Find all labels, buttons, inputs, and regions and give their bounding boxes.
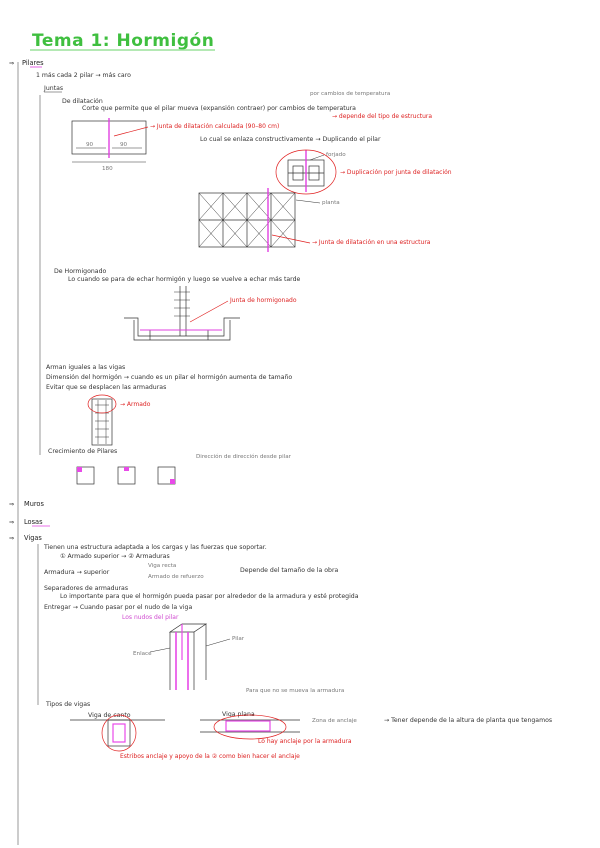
junta-planta-label: → Junta de dilatación en una estructura — [312, 239, 431, 246]
junta-hormigonado-label: Junta de hormigonado — [230, 297, 297, 304]
bottom-left-note: Estribos anclaje y apoyo de la ② como bien hacer el anclaje — [120, 753, 300, 760]
vigas-line6: Entregar → Cuando pasar por el nudo de la viga — [44, 604, 193, 611]
crecimiento-diagrams — [77, 467, 175, 484]
dim-right: 90 — [120, 142, 128, 148]
vigas-line3: Armadura → superior — [44, 569, 110, 576]
armado-diagram — [92, 399, 112, 445]
viga-plana-label: Viga plana — [222, 711, 255, 718]
junta-planta-pointer — [272, 235, 310, 243]
planta-label: planta — [322, 200, 340, 206]
viga-canto-rebar — [113, 724, 125, 742]
hormigonado-desc: Lo cuando se para de echar hormigón y luego se vuelve a echar más tarde — [68, 276, 301, 283]
temp-note: por cambios de temperatura — [310, 91, 391, 97]
structure-grid — [199, 193, 295, 247]
node-diagram — [150, 624, 206, 690]
refuerzo-note: Lo hay anclaje por la armadura — [258, 738, 352, 745]
dim-total: 180 — [102, 166, 113, 172]
section-pilares: Pilares — [22, 59, 44, 67]
vigas-line4: Separadores de armaduras — [44, 585, 129, 592]
depende-note: → depende del tipo de estructura — [332, 113, 433, 120]
juntas-heading: Juntas — [44, 85, 64, 92]
vigas-line1: Tienen una estructura adaptada a los cargas y las fuerzas que soportar. — [44, 544, 267, 551]
forjado-label: forjado — [326, 152, 346, 158]
viga-plana-rebar — [226, 721, 270, 731]
pilares-line-a: Arman iguales a las vigas — [46, 364, 126, 371]
pilar-label: Pilar — [232, 636, 245, 642]
zona-note: Zona de anclaje — [312, 718, 357, 724]
section-losas: Losas — [24, 518, 43, 526]
junta-label: → Junta de dilatación calculada (90–80 cm) — [150, 123, 280, 130]
tipos-label: Tipos de vigas — [46, 701, 91, 708]
pilares-line1: 1 más cada 2 pilar → más caro — [36, 72, 131, 79]
arrow-icon: ⇒ — [9, 501, 15, 508]
duplicacion-note: → Duplicación por junta de dilatación — [340, 169, 452, 176]
nudo-label: Los nudos del pilar — [122, 614, 179, 621]
crecimiento-label: Crecimiento de Pilares — [48, 448, 118, 455]
hormigonado-label: De Hormigonado — [54, 268, 107, 275]
section-muros: Muros — [24, 500, 44, 508]
vigas-line3-opt1: Viga recta — [148, 563, 177, 569]
direccion-note: Dirección de dirección desde pilar — [196, 454, 291, 460]
pilares-line-b: Dimensión del hormigón → cuando es un pilar el hormigón aumenta de tamaño — [46, 374, 293, 381]
dilatacion-desc: Corte que permite que el pilar mueva (expansión contraer) por cambios de temperatura — [82, 105, 356, 112]
section-vigas: Vigas — [24, 534, 42, 542]
viga-canto-circle — [102, 715, 136, 751]
tipos-note: Para que no se mueva la armadura — [246, 688, 345, 694]
dilatacion-label: De dilatación — [62, 98, 103, 105]
page-title: Tema 1: Hormigón — [32, 31, 215, 51]
vigas-line2: ① Armado superior → ② Armaduras — [60, 553, 170, 560]
viga-canto-label: Viga de canto — [88, 712, 131, 719]
junta-pointer — [114, 127, 148, 136]
pilar-pointer — [206, 639, 230, 646]
vigas-line3-opt2: Armado de refuerzo — [148, 574, 204, 580]
altura-note: → Tener depende de la altura de planta que tengamos — [384, 717, 553, 724]
forjado-pointer — [310, 155, 324, 160]
arrow-icon: ⇒ — [9, 60, 15, 67]
enlace-label: Enlace — [133, 651, 152, 657]
duplicar-note: Lo cual se enlaza constructivamente → Duplicando el pilar — [200, 136, 381, 143]
viga-plana-circle — [214, 715, 286, 739]
vigas-line5: Lo importante para que el hormigón pueda pasar por alrededor de la armadura y esté protegida — [60, 593, 359, 600]
pilares-line-c: Evitar que se desplacen las armaduras — [46, 384, 167, 391]
arrow-icon: ⇒ — [9, 519, 15, 526]
planta-pointer — [296, 200, 320, 203]
vigas-line3-right: Depende del tamaño de la obra — [240, 567, 339, 574]
dim-left: 90 — [86, 142, 94, 148]
arrow-icon: ⇒ — [9, 535, 15, 542]
armado-label: → Armado — [120, 401, 151, 408]
hormigonado-diagram — [124, 286, 240, 340]
junta-hormigonado-pointer — [190, 301, 228, 322]
